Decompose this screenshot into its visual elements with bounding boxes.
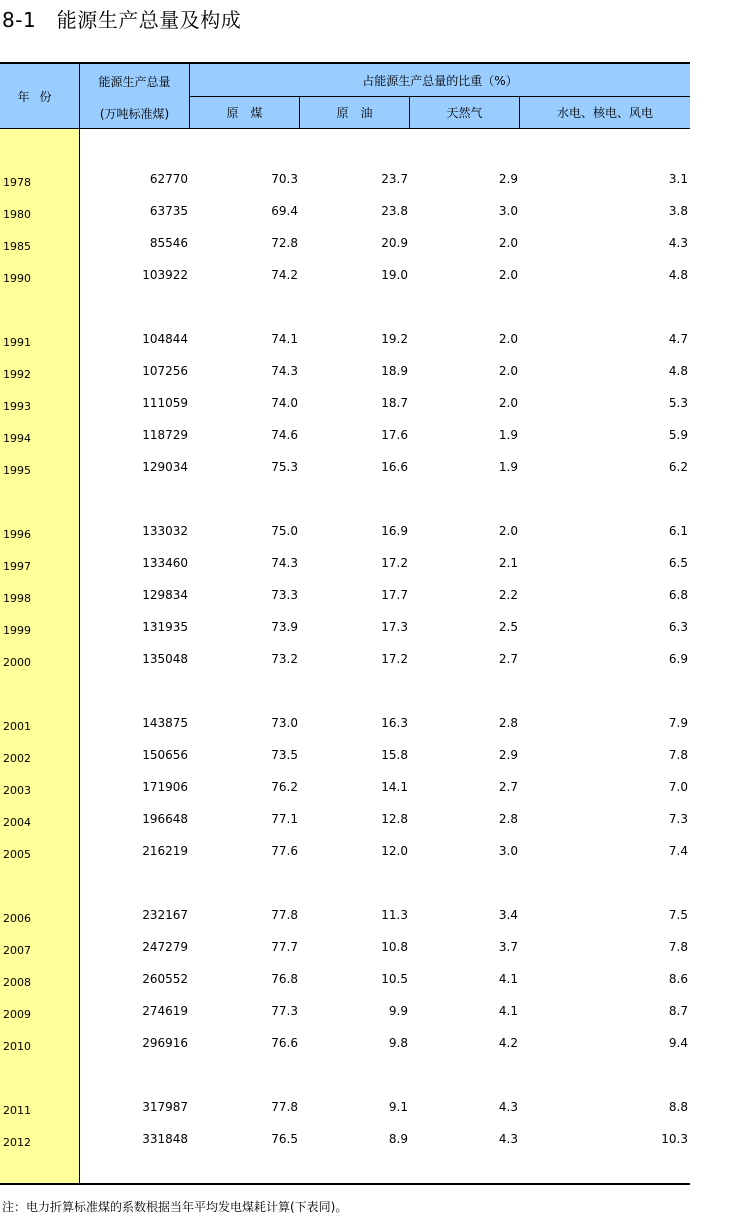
- year-cell: 1994: [3, 432, 31, 445]
- coal-cell: 75.0: [271, 524, 298, 538]
- gas-cell: 4.1: [498, 1004, 518, 1018]
- oil-cell: 8.9: [388, 1132, 408, 1146]
- table-row: [0, 228, 690, 260]
- hydro-cell: 8.6: [668, 972, 688, 986]
- oil-cell: 10.5: [381, 972, 408, 986]
- year-cell: 2011: [3, 1104, 31, 1117]
- coal-cell: 77.3: [271, 1004, 298, 1018]
- share-group-header: 占能源生产总量的比重（%）: [190, 64, 690, 97]
- total-cell: 111059: [142, 396, 188, 410]
- total-cell: 131935: [142, 620, 188, 634]
- coal-cell: 74.2: [271, 268, 298, 282]
- table-row: [0, 356, 690, 388]
- gas-cell: 4.3: [498, 1100, 518, 1114]
- coal-cell: 73.2: [271, 652, 298, 666]
- coal-cell: 69.4: [271, 204, 298, 218]
- hydro-cell: 10.3: [661, 1132, 688, 1146]
- total-cell: 274619: [142, 1004, 188, 1018]
- total-cell: 331848: [142, 1132, 188, 1146]
- gas-cell: 3.7: [498, 940, 518, 954]
- oil-cell: 17.2: [381, 652, 408, 666]
- oil-cell: 18.7: [381, 396, 408, 410]
- year-cell: 2000: [3, 656, 31, 669]
- table-row: [0, 804, 690, 836]
- year-cell: 1993: [3, 400, 31, 413]
- hydro-cell: 6.3: [668, 620, 688, 634]
- table-row: [0, 964, 690, 996]
- oil-cell: 12.8: [381, 812, 408, 826]
- hydro-cell: 5.9: [668, 428, 688, 442]
- oil-cell: 10.8: [381, 940, 408, 954]
- oil-cell: 12.0: [381, 844, 408, 858]
- gas-cell: 2.1: [498, 556, 518, 570]
- oil-cell: 23.8: [381, 204, 408, 218]
- table-row: [0, 996, 690, 1028]
- coal-cell: 77.7: [271, 940, 298, 954]
- gas-cell: 2.8: [498, 716, 518, 730]
- year-cell: 2008: [3, 976, 31, 989]
- coal-cell: 77.8: [271, 908, 298, 922]
- hydro-cell: 3.8: [668, 204, 688, 218]
- total-cell: 232167: [142, 908, 188, 922]
- total-cell: 317987: [142, 1100, 188, 1114]
- table-row: [0, 420, 690, 452]
- total-header-unit: (万吨标准煤): [99, 107, 170, 121]
- year-cell: 2001: [3, 720, 31, 733]
- coal-cell: 74.3: [271, 556, 298, 570]
- oil-cell: 17.6: [381, 428, 408, 442]
- total-cell: 118729: [142, 428, 188, 442]
- oil-cell: 20.9: [381, 236, 408, 250]
- hydro-cell: 6.1: [668, 524, 688, 538]
- total-cell: 85546: [149, 236, 188, 250]
- total-cell: 107256: [142, 364, 188, 378]
- total-cell: 133460: [142, 556, 188, 570]
- total-column-header: [80, 64, 190, 128]
- gas-cell: 3.0: [498, 204, 518, 218]
- oil-cell: 9.9: [388, 1004, 408, 1018]
- oil-cell: 18.9: [381, 364, 408, 378]
- year-cell: 2004: [3, 816, 31, 829]
- gas-cell: 3.4: [498, 908, 518, 922]
- gas-cell: 3.0: [498, 844, 518, 858]
- coal-cell: 73.3: [271, 588, 298, 602]
- oil-cell: 16.9: [381, 524, 408, 538]
- table-row: [0, 1028, 690, 1060]
- gas-cell: 2.7: [498, 652, 518, 666]
- total-cell: 129034: [142, 460, 188, 474]
- table-row: [0, 260, 690, 292]
- coal-cell: 76.2: [271, 780, 298, 794]
- coal-cell: 77.1: [271, 812, 298, 826]
- hydro-cell: 8.8: [668, 1100, 688, 1114]
- oil-cell: 17.3: [381, 620, 408, 634]
- oil-column-header: 原 油: [300, 97, 410, 128]
- bottom-rule: [0, 1183, 690, 1185]
- hydro-cell: 4.8: [668, 268, 688, 282]
- coal-cell: 76.5: [271, 1132, 298, 1146]
- oil-cell: 16.6: [381, 460, 408, 474]
- table-row: [0, 196, 690, 228]
- table-row: [0, 1092, 690, 1124]
- year-cell: 1990: [3, 272, 31, 285]
- total-cell: 260552: [142, 972, 188, 986]
- year-cell: 1980: [3, 208, 31, 221]
- coal-cell: 76.8: [271, 972, 298, 986]
- total-cell: 196648: [142, 812, 188, 826]
- hydro-cell: 7.9: [668, 716, 688, 730]
- total-cell: 296916: [142, 1036, 188, 1050]
- table-row: [0, 612, 690, 644]
- hydro-cell: 7.5: [668, 908, 688, 922]
- gas-cell: 2.0: [498, 268, 518, 282]
- coal-cell: 74.6: [271, 428, 298, 442]
- coal-cell: 74.0: [271, 396, 298, 410]
- coal-cell: 72.8: [271, 236, 298, 250]
- table-row: [0, 580, 690, 612]
- total-cell: 62770: [149, 172, 188, 186]
- oil-cell: 15.8: [381, 748, 408, 762]
- oil-cell: 19.2: [381, 332, 408, 346]
- total-cell: 103922: [142, 268, 188, 282]
- coal-cell: 76.6: [271, 1036, 298, 1050]
- total-cell: 247279: [142, 940, 188, 954]
- oil-cell: 19.0: [381, 268, 408, 282]
- table-row: [0, 708, 690, 740]
- table-title: 8-1 能源生产总量及构成: [2, 8, 242, 32]
- oil-cell: 11.3: [381, 908, 408, 922]
- oil-cell: 17.2: [381, 556, 408, 570]
- total-cell: 129834: [142, 588, 188, 602]
- total-header-line1: 能源生产总量: [98, 75, 171, 89]
- coal-cell: 73.9: [271, 620, 298, 634]
- hydro-cell: 7.0: [668, 780, 688, 794]
- coal-cell: 73.5: [271, 748, 298, 762]
- year-cell: 1997: [3, 560, 31, 573]
- coal-column-header: 原 煤: [190, 97, 300, 128]
- year-cell: 1996: [3, 528, 31, 541]
- hydro-cell: 9.4: [668, 1036, 688, 1050]
- gas-cell: 2.2: [498, 588, 518, 602]
- oil-cell: 23.7: [381, 172, 408, 186]
- year-cell: 2012: [3, 1136, 31, 1149]
- hydro-cell: 7.8: [668, 940, 688, 954]
- gas-cell: 2.9: [498, 748, 518, 762]
- year-cell: 2006: [3, 912, 31, 925]
- year-cell: 1978: [3, 176, 31, 189]
- coal-cell: 73.0: [271, 716, 298, 730]
- gas-cell: 4.1: [498, 972, 518, 986]
- coal-cell: 70.3: [271, 172, 298, 186]
- hydro-column-header: 水电、核电、风电: [556, 106, 653, 120]
- year-cell: 1998: [3, 592, 31, 605]
- year-cell: 2009: [3, 1008, 31, 1021]
- total-cell: 63735: [149, 204, 188, 218]
- year-cell: 2002: [3, 752, 31, 765]
- hydro-cell: 4.7: [668, 332, 688, 346]
- footnote: 注：电力折算标准煤的系数根据当年平均发电煤耗计算(下表同)。: [2, 1200, 348, 1214]
- gas-cell: 2.9: [498, 172, 518, 186]
- coal-cell: 77.6: [271, 844, 298, 858]
- gas-cell: 2.0: [498, 524, 518, 538]
- year-cell: 1991: [3, 336, 31, 349]
- total-cell: 143875: [142, 716, 188, 730]
- gas-cell: 2.8: [498, 812, 518, 826]
- gas-cell: 4.2: [498, 1036, 518, 1050]
- year-column-header: 年份: [0, 64, 80, 128]
- gas-cell: 2.0: [498, 236, 518, 250]
- gas-cell: 2.0: [498, 396, 518, 410]
- gas-cell: 4.3: [498, 1132, 518, 1146]
- oil-cell: 17.7: [381, 588, 408, 602]
- hydro-cell: 4.3: [668, 236, 688, 250]
- total-cell: 171906: [142, 780, 188, 794]
- coal-cell: 75.3: [271, 460, 298, 474]
- year-cell: 2007: [3, 944, 31, 957]
- year-cell: 1999: [3, 624, 31, 637]
- total-cell: 104844: [142, 332, 188, 346]
- hydro-cell: 7.8: [668, 748, 688, 762]
- table-row: [0, 388, 690, 420]
- table-header: [0, 64, 690, 129]
- total-cell: 133032: [142, 524, 188, 538]
- gas-cell: 2.5: [498, 620, 518, 634]
- hydro-cell: 7.4: [668, 844, 688, 858]
- year-cell: 1992: [3, 368, 31, 381]
- table-row: [0, 548, 690, 580]
- hydro-cell: 4.8: [668, 364, 688, 378]
- hydro-cell: 8.7: [668, 1004, 688, 1018]
- gas-column-header: 天然气: [410, 97, 520, 128]
- table-row: [0, 836, 690, 868]
- hydro-cell: 7.3: [668, 812, 688, 826]
- hydro-cell: 6.2: [668, 460, 688, 474]
- gas-cell: 1.9: [498, 428, 518, 442]
- table-row: [0, 932, 690, 964]
- table-row: [0, 1124, 690, 1156]
- oil-cell: 14.1: [381, 780, 408, 794]
- oil-cell: 9.1: [388, 1100, 408, 1114]
- gas-cell: 1.9: [498, 460, 518, 474]
- table-row: [0, 324, 690, 356]
- coal-cell: 74.3: [271, 364, 298, 378]
- gas-cell: 2.0: [498, 332, 518, 346]
- year-cell: 2010: [3, 1040, 31, 1053]
- oil-cell: 9.8: [388, 1036, 408, 1050]
- hydro-cell: 3.1: [668, 172, 688, 186]
- coal-cell: 74.1: [271, 332, 298, 346]
- table-row: [0, 644, 690, 676]
- hydro-cell: 5.3: [668, 396, 688, 410]
- table-row: [0, 772, 690, 804]
- hydro-cell: 6.8: [668, 588, 688, 602]
- year-cell: 1985: [3, 240, 31, 253]
- table-row: [0, 452, 690, 484]
- table-row: [0, 516, 690, 548]
- hydro-cell: 6.5: [668, 556, 688, 570]
- table-row: [0, 900, 690, 932]
- gas-cell: 2.0: [498, 364, 518, 378]
- year-cell: 1995: [3, 464, 31, 477]
- hydro-cell: 6.9: [668, 652, 688, 666]
- total-cell: 135048: [142, 652, 188, 666]
- oil-cell: 16.3: [381, 716, 408, 730]
- total-cell: 150656: [142, 748, 188, 762]
- gas-cell: 2.7: [498, 780, 518, 794]
- year-cell: 2005: [3, 848, 31, 861]
- total-cell: 216219: [142, 844, 188, 858]
- coal-cell: 77.8: [271, 1100, 298, 1114]
- table-row: [0, 164, 690, 196]
- table-row: [0, 740, 690, 772]
- year-cell: 2003: [3, 784, 31, 797]
